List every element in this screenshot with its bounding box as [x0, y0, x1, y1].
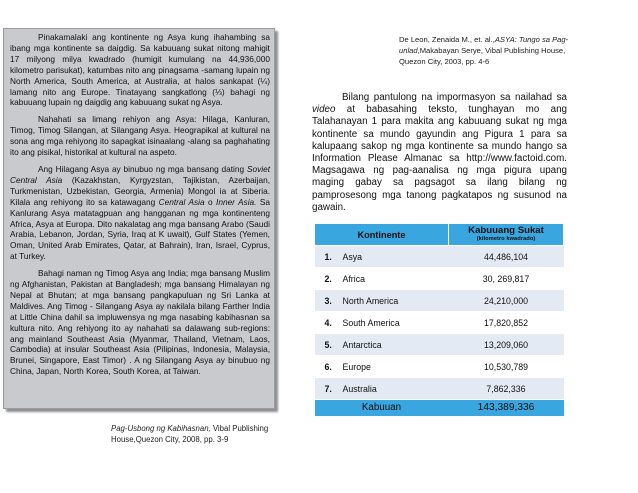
- area-cell: 17,820,852: [449, 312, 564, 334]
- area-cell: 10,530,789: [449, 356, 564, 378]
- continent-cell: 6. Europe: [315, 356, 449, 378]
- intro-paragraph: Bilang pantulong na impormasyon sa nailahad sa video at babasahing teksto, tunghayan mo ang Talahanayan 1 para makita ang kabuuang sukat ng mga kontinente sa mundo gayundin ang Pigura 1 para sa kalupaang sakop ng mga kontinente sa mundo hango sa Information Please Almanac sa http://www.factoid.com. Magsagawa ng pag-aanalisa ng mga pigura upang maging gabay sa pagsagot sa ilang bilang ng pamprosesong mga tanong pagkatapos ng susunod na gawain.: [312, 92, 567, 213]
- column-header-area-title: Kabuuang Sukat: [468, 225, 544, 236]
- area-cell: 7,862,336: [449, 378, 564, 400]
- right-citation-author: De Leon, Zenaida M., et. al.,: [399, 35, 495, 44]
- paragraph-regions: Nahahati sa limang rehiyon ang Asya: Hilaga, Kanluran, Timog, Timog Silangan, at Silangang Asya. Heograpikal at kultural na sona ang mga rehiyong ito sapagkat isinaalang -alang sa paghahating ito ang pisikal, historikal at kultural na aspeto.: [10, 114, 270, 158]
- continent-cell: 1. Asya: [315, 246, 449, 268]
- paragraph-south-east-asia: Bahagi naman ng Timog Asya ang India; mga bansang Muslim ng Afghanistan, Pakistan at Bangladesh; mga bansang Himalayan ng Nepal at Bhutan; at mga bansang pangkapuluan ng Sri Lanka at Maldives. Ang Timog - Silangang Asya ay nakilala bilang Farther India at Little China dahil sa impluwensya ng mga nasabing kabihasnan sa kultura nito. Ang rehiyong ito ay nahahati sa dalawang sub-regions: ang mainland Southeast Asia (Myanmar, Thailand, Vietnam, Laos, Cambodia) at insular Southeast Asia (Pilipinas, Indonesia, Malaysia, Brunei, Singapore, East Timor) . A ng Silangang Asya ay binubuo ng China, Japan, North Korea, South Korea, at Taiwan.: [10, 268, 270, 377]
- right-citation-rest: Makabayan Serye, Vibal Publishing House, Quezon City, 2003, pp. 4-6: [399, 46, 566, 66]
- paragraph-north-west-asia: Ang Hilagang Asya ay binubuo ng mga bansang dating Soviet Central Asia (Kazakhstan, Kyrgyzstan, Tajikistan, Azerbaijan, Turkmenistan, Uzbekistan, Georgia, Armenia) Mongol ia at Siberia. Kilala ang rehiyong ito sa katawagang Central Asia o Inner Asia. Sa Kanlurang Asya matatagpuan ang hangganan ng mga kontinenteng Africa, Asya at Europa. Dito nakalatag ang mga bansang Arabo (Saudi Arabia, Lebanon, Jordan, Syria, Iraq at K uwait), Gulf States (Yemen, Oman, United Arab Emirates, Qatar, at Bahrain), Iran, Israel, Cyprus, at Turkey.: [10, 163, 271, 262]
- table-header-row: [315, 224, 564, 246]
- continent-cell: 7. Australia: [315, 378, 449, 400]
- area-cell: 44,486,104: [449, 246, 564, 268]
- continent-cell: 3. North America: [315, 290, 449, 312]
- left-citation-rest: Vibal Publishing House,Quezon City, 2008, pp. 3-9: [111, 424, 269, 444]
- column-header-area-unit: (kilometro kwadrado): [476, 236, 536, 242]
- total-label: Kabuuan: [315, 400, 449, 416]
- total-value: 143,389,336: [449, 400, 564, 416]
- continent-area-table: [314, 223, 564, 416]
- continent-cell: 5. Antarctica: [315, 334, 449, 356]
- area-cell: 30, 269,817: [449, 268, 564, 290]
- table-total-row: [315, 400, 564, 416]
- column-header-continent: Kontinente: [315, 224, 449, 246]
- left-citation: [111, 424, 281, 445]
- table-row: [315, 246, 564, 268]
- table-row: [315, 268, 564, 290]
- reading-text-box: [3, 28, 275, 409]
- continent-cell: 2. Africa: [315, 268, 449, 290]
- left-citation-title: Pag-Usbong ng Kabihasnan,: [111, 424, 211, 433]
- table-row: [315, 290, 564, 312]
- area-cell: 24,210,000: [449, 290, 564, 312]
- right-citation-title: ASYA: Tungo sa Pag-unlad,: [399, 35, 569, 55]
- right-citation: [399, 34, 574, 67]
- paragraph-asia-size: Pinakamalaki ang kontinente ng Asya kung ihahambing sa ibang mga kontinente sa daigdig. Sa kabuuang sukat nitong mahigit 17 milyong milya kwadrado (humigit kumulang na 44,936,000 kilometro parisukat), katumbas nito ang pinagsama -samang lupain ng North America, South America, at Australia, at halos sankapat (¼) lamang nito ang Europe. Tinatayang sangkatlong (⅓) bahagi ng kabuuang lupain ng daigdig ang kabuuang sukat ng Asya.: [10, 32, 270, 108]
- continent-cell: 4. South America: [315, 312, 449, 334]
- area-cell: 13,209,060: [449, 334, 564, 356]
- table-row: [315, 312, 564, 334]
- table-row: [315, 378, 564, 400]
- column-header-area: [449, 224, 564, 246]
- table-row: [315, 334, 564, 356]
- table-row: [315, 356, 564, 378]
